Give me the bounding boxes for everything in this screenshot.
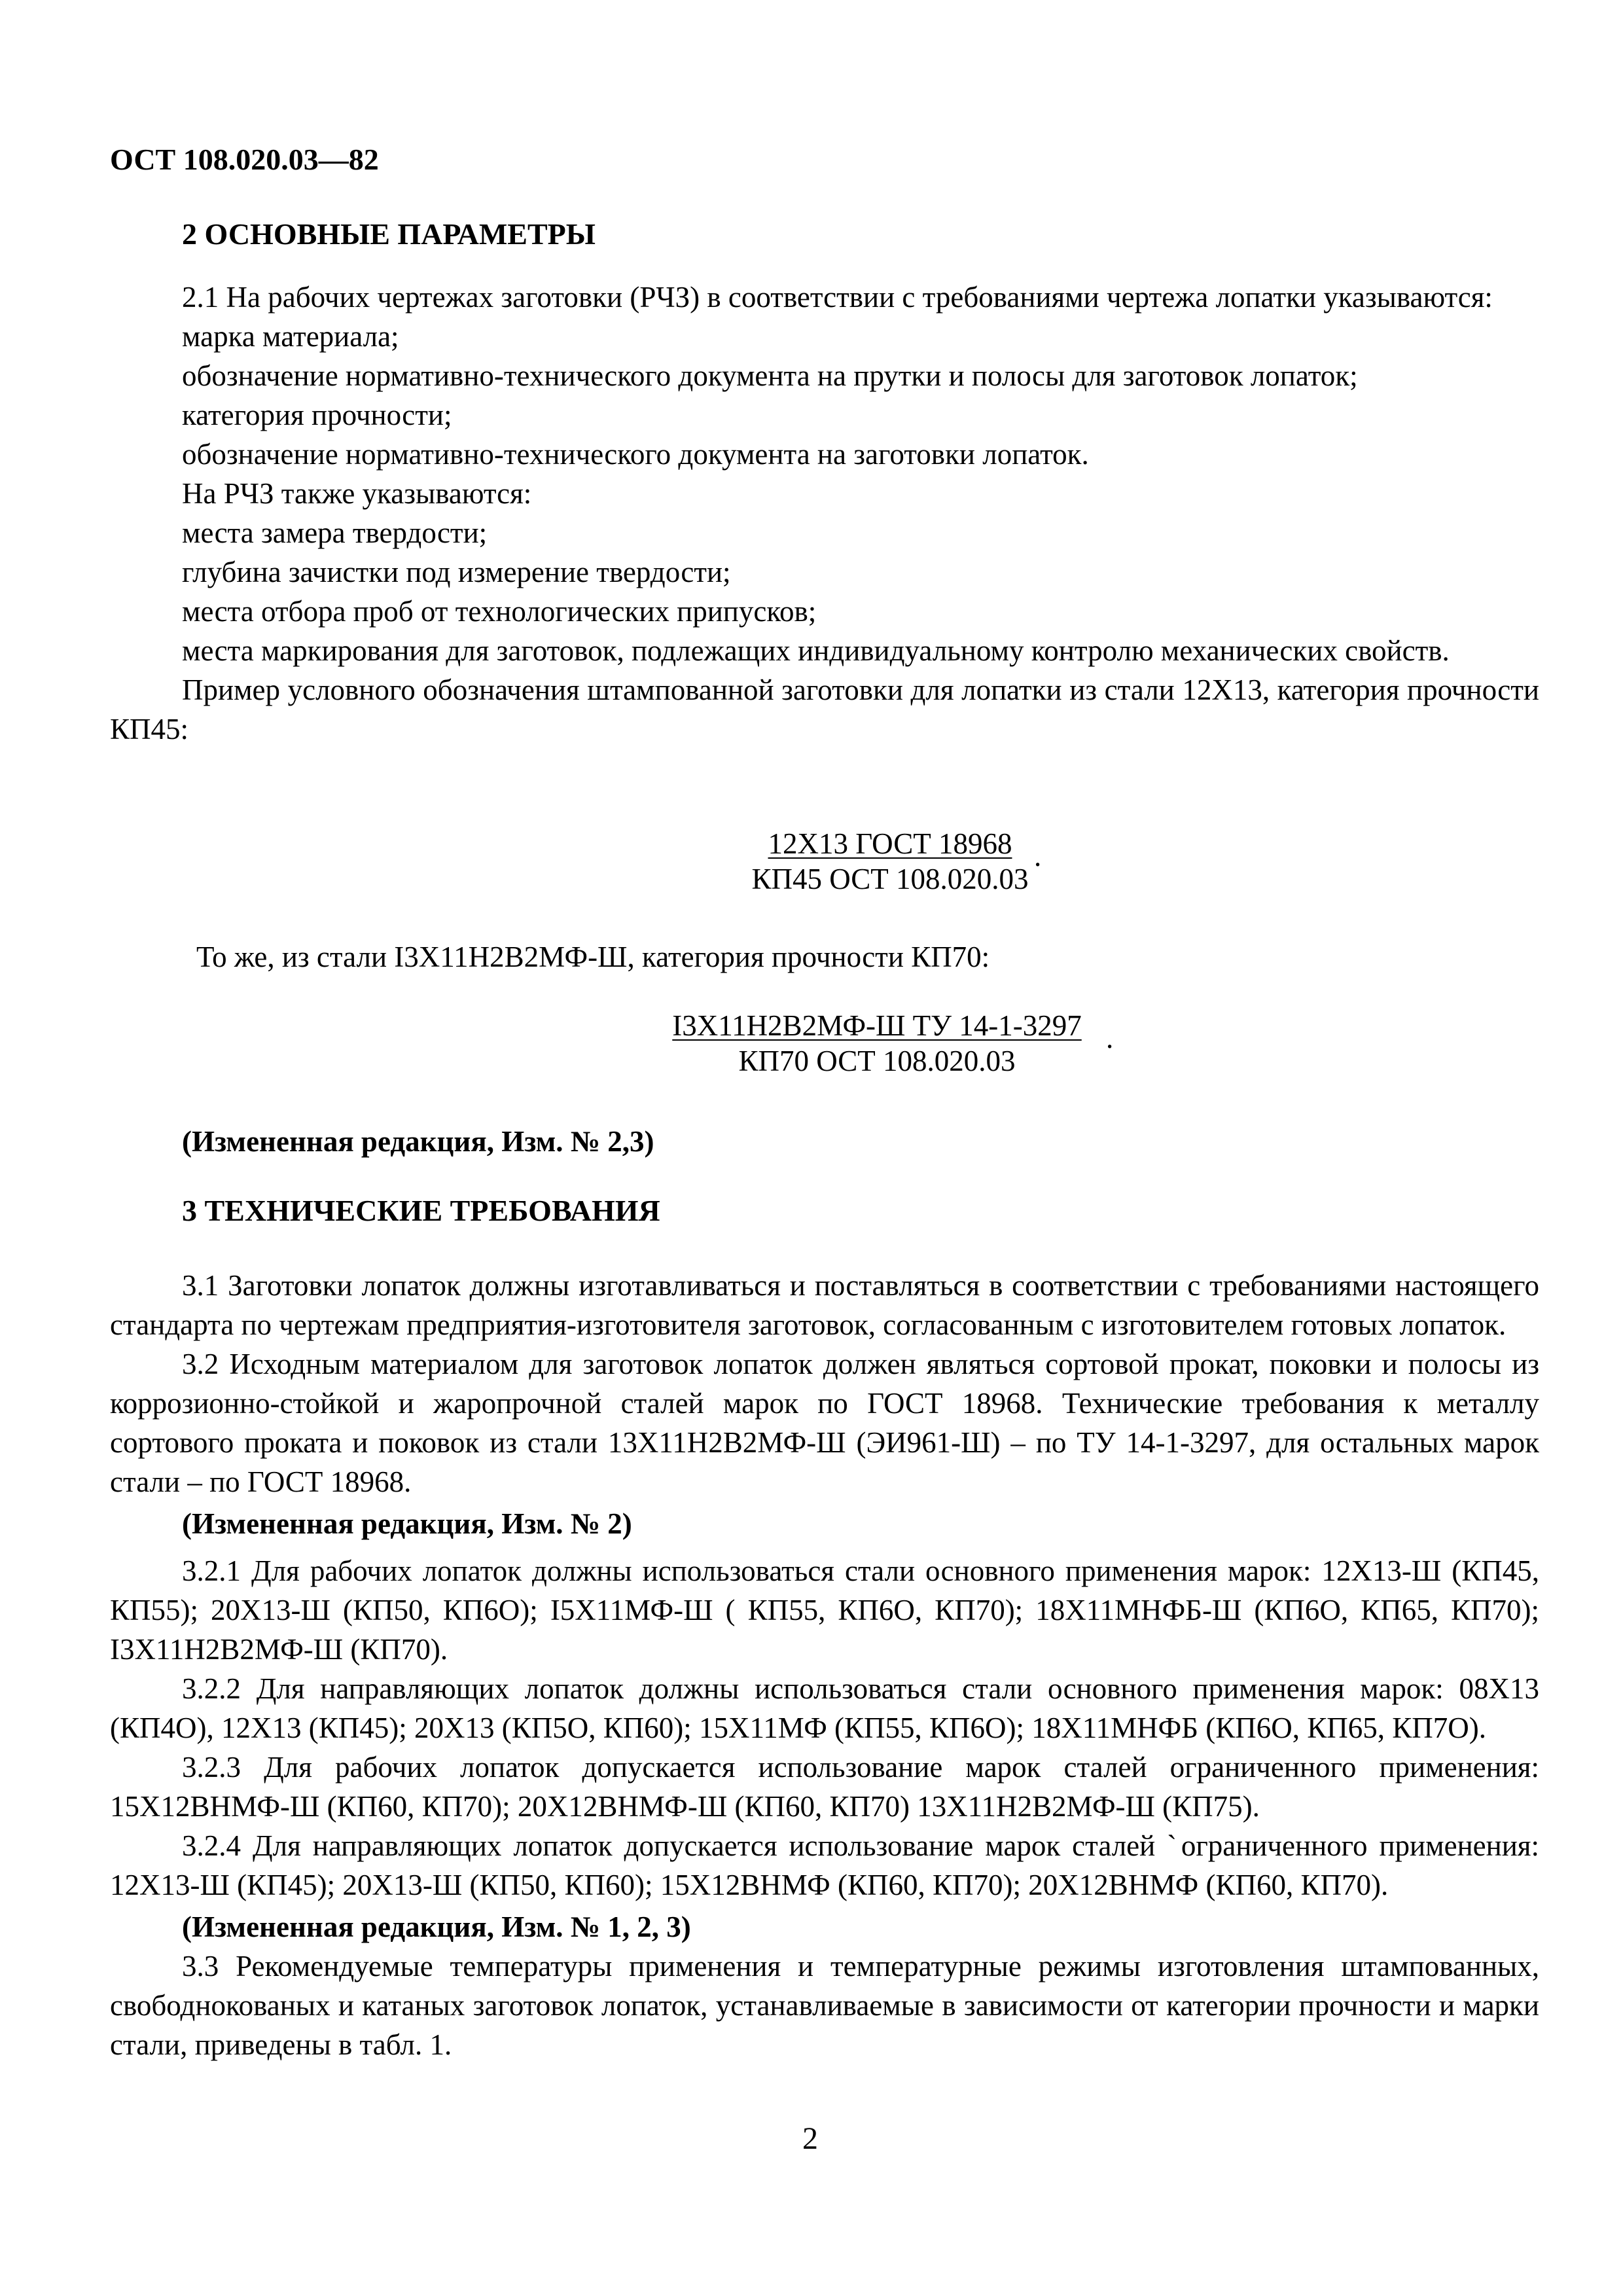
amendment-note: (Измененная редакция, Изм. № 1, 2, 3) (182, 1910, 691, 1943)
paragraph-also-indicated: На РЧЗ также указываются: (182, 477, 532, 510)
formula-denominator: КП45 ОСТ 108.020.03 (751, 863, 1029, 895)
section-3-body (110, 1266, 1539, 2064)
list-item: места маркирования для заготовок, подлежащих индивидуальному контролю механических свойств. (182, 634, 1450, 667)
list-item: места отбора проб от технологических припусков; (182, 595, 817, 628)
list-item: обозначение нормативно-технического документа на заготовки лопаток. (182, 438, 1089, 471)
section-3-title: 3 ТЕХНИЧЕСКИЕ ТРЕБОВАНИЯ (182, 1194, 660, 1227)
paragraph-2-1: 2.1 На рабочих чертежах заготовки (РЧЗ) в соответствии с требованиями чертежа лопатки указываются: (182, 281, 1493, 314)
example-intro: Пример условного обозначения штампованной заготовки для лопатки из стали 12Х13, категория прочности КП45: (110, 673, 1539, 745)
paragraph-3-2-3: 3.2.3 Для рабочих лопаток допускается использование марок сталей ограниченного применения: 15Х12ВНМФ-Ш (КП60, КП70); 20Х12ВНМФ-Ш (КП60, КП70) 13Х11Н2В2МФ-Ш (КП75). (110, 1751, 1539, 1823)
list-item: обозначение нормативно-технического документа на прутки и полосы для заготовок лопаток; (182, 359, 1358, 392)
formula-numerator: 12Х13 ГОСТ 18968 (768, 827, 1012, 860)
amendment-note: (Измененная редакция, Изм. № 2) (182, 1507, 632, 1540)
formula-numerator: І3Х11Н2В2МФ-Ш ТУ 14-1-3297 (672, 1009, 1082, 1042)
paragraph-3-3: 3.3 Рекомендуемые температуры применения и температурные режимы изготовления штампованных, свободнокованых и катаных заготовок лопаток, устанавливаемые в зависимости от категории прочности и марки стали, приведены в табл. 1. (110, 1950, 1539, 2061)
document-header: ОСТ 108.020.03—82 (110, 143, 379, 176)
section-2-body (110, 278, 1539, 749)
paragraph-3-2-4: 3.2.4 Для направляющих лопаток допускается использование марок сталей ˋограниченного применения: 12Х13-Ш (КП45); 20Х13-Ш (КП50, КП60); 15Х12ВНМФ (КП60, КП70); 20Х12ВНМФ (КП60, КП70). (110, 1829, 1539, 1901)
amendment-note: (Измененная редакция, Изм. № 2,3) (182, 1125, 654, 1158)
formula-dot: . (1034, 840, 1042, 872)
formula-denominator: КП70 ОСТ 108.020.03 (738, 1045, 1016, 1077)
paragraph-3-1: 3.1 Заготовки лопаток должны изготавливаться и поставляться в соответствии с требованиями настоящего стандарта по чертежам предприятия-изготовителя заготовок, согласованным с изготовителем готовых лопаток. (110, 1269, 1539, 1341)
formula-dot: . (1106, 1022, 1114, 1054)
list-item: места замера твердости; (182, 516, 488, 549)
page-number: 2 (802, 2121, 818, 2156)
list-item: марка материала; (182, 320, 399, 353)
list-item: глубина зачистки под измерение твердости; (182, 556, 731, 588)
paragraph-3-2-2: 3.2.2 Для направляющих лопаток должны использоваться стали основного применения марок: 08Х13 (КП4О), 12Х13 (КП45); 20Х13 (КП5О, КП60); 15Х11МФ (КП55, КП6О); 18Х11МНФБ (КП6О, КП65, КП7О). (110, 1672, 1539, 1744)
list-item: категория прочности; (182, 399, 452, 431)
designation-formula-2 (628, 1008, 1126, 1079)
same-intro: То же, из стали І3Х11Н2В2МФ-Ш, категория прочности КП70: (196, 941, 990, 973)
section-2-title: 2 ОСНОВНЫЕ ПАРАМЕТРЫ (182, 217, 596, 251)
paragraph-3-2-1: 3.2.1 Для рабочих лопаток должны использоваться стали основного применения марок: 12Х13-Ш (КП45, КП55); 20Х13-Ш (КП50, КП6О); І5Х11МФ-Ш ( КП55, КП6О, КП70); 18Х11МНФБ-Ш (КП6О, КП65, КП70); І3Х11Н2В2МФ-Ш (КП70). (110, 1554, 1539, 1666)
designation-formula-1 (720, 826, 1060, 897)
paragraph-3-2: 3.2 Исходным материалом для заготовок лопаток должен являться сортовой прокат, поковки и полосы из коррозионно-стойкой и жаропрочной сталей марок по ГОСТ 18968. Технические требования к металлу сортового проката и поковок из стали 13Х11Н2В2МФ-Ш (ЭИ961-Ш) – по ТУ 14-1-3297, для остальных марок стали – по ГОСТ 18968. (110, 1348, 1539, 1498)
